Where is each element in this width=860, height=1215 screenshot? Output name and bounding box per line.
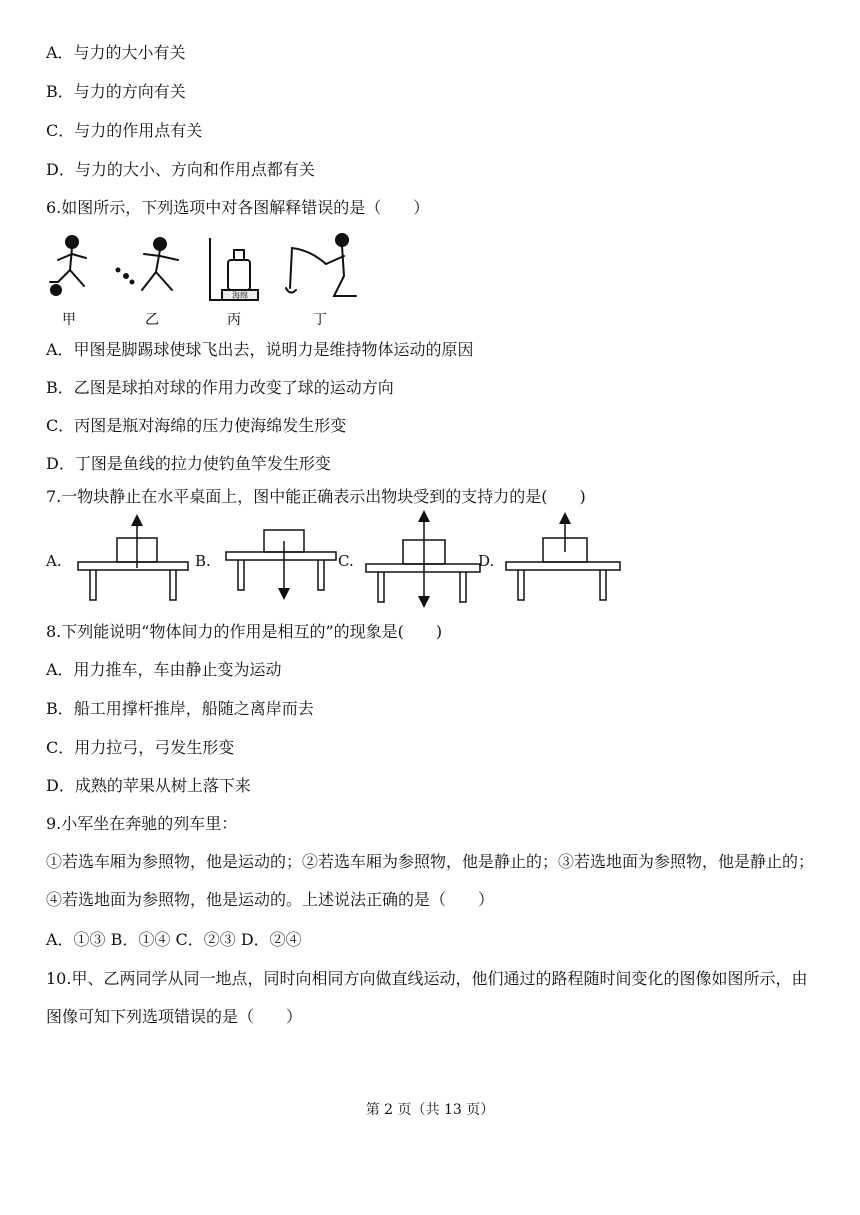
q6-option-d: D．丁图是鱼线的拉力使钓鱼竿发生形变 [46, 454, 331, 473]
label-bing: 丙 [227, 312, 241, 328]
label-yi: 乙 [145, 312, 159, 328]
q9-stem: 9.小军坐在奔驰的列车里： [46, 814, 238, 833]
q6-option-b: B．乙图是球拍对球的作用力改变了球的运动方向 [46, 378, 394, 397]
q5-option-c: C．与力的作用点有关 [46, 121, 203, 140]
q7-label-d: D. [478, 552, 495, 570]
q5-option-a: A．与力的大小有关 [46, 43, 186, 62]
q8-option-b: B．船工用撑杆推岸，船随之离岸而去 [46, 699, 314, 718]
page-footer: 第 2 页（共 13 页） [365, 1102, 495, 1118]
q7-diagram-c [366, 516, 480, 602]
q6-option-a: A．甲图是脚踢球使球飞出去，说明力是维持物体运动的原因 [46, 340, 474, 359]
q7-figure [60, 510, 830, 610]
label-ding: 丁 [313, 312, 327, 328]
q7-diagram-a [78, 520, 188, 600]
q9-body: ①若选车厢为参照物，他是运动的；②若选车厢为参照物，他是静止的；③若选地面为参照物，他是静止的；④若选地面为参照物，他是运动的。上述说法正确的是（ ） [46, 852, 815, 909]
q8-option-a: A．用力推车，车由静止变为运动 [46, 660, 282, 679]
q8-option-c: C．用力拉弓，弓发生形变 [46, 738, 235, 757]
q6-option-c: C．丙图是瓶对海绵的压力使海绵发生形变 [46, 416, 347, 435]
q7-diagram-d [506, 518, 620, 600]
q10-body: 10.甲、乙两同学从同一地点，同时向相同方向做直线运动，他们通过的路程随时间变化的图像如图所示，由图像可知下列选项错误的是（ ） [46, 969, 808, 1026]
figure-ding-fisher [286, 234, 356, 296]
q5-option-d: D．与力的大小、方向和作用点都有关 [46, 160, 315, 179]
figure-jia-kicker [50, 236, 86, 295]
sponge-label: 海绵 [232, 291, 248, 300]
q7-stem: 7.一物块静止在水平桌面上，图中能正确表示出物块受到的支持力的是( ) [46, 487, 586, 506]
q6-figure [44, 230, 374, 328]
q5-option-b: B．与力的方向有关 [46, 82, 186, 101]
q9-options: A．①③ B．①④ C．②③ D．②④ [46, 930, 302, 949]
q7-label-b: B. [195, 552, 211, 570]
label-jia: 甲 [62, 312, 76, 328]
figure-yi-player [117, 238, 179, 290]
q6-stem: 6.如图所示，下列选项中对各图解释错误的是（ ） [46, 198, 430, 217]
q7-label-c: C. [338, 552, 354, 570]
q7-label-a: A. [46, 552, 62, 570]
q7-diagram-b [226, 530, 336, 594]
q8-stem: 8.下列能说明“物体间力的作用是相互的”的现象是( ) [46, 622, 443, 641]
q8-option-d: D．成熟的苹果从树上落下来 [46, 776, 251, 795]
